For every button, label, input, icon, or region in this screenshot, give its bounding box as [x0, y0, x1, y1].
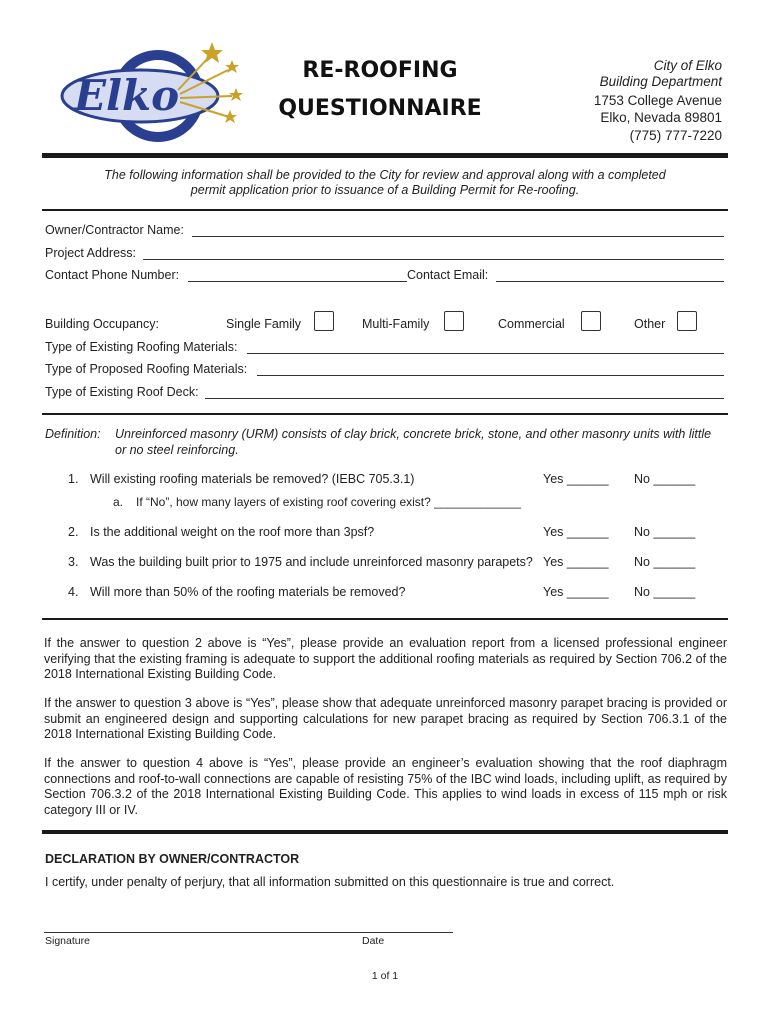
dept-street: 1753 College Avenue — [593, 93, 722, 108]
owner-field[interactable] — [192, 236, 724, 237]
occupancy-multi-family-checkbox[interactable] — [444, 311, 464, 331]
definition-label: Definition: — [45, 427, 101, 441]
owner-label: Owner/Contractor Name: — [45, 223, 184, 237]
dept-city-state: Elko, Nevada 89801 — [600, 110, 722, 125]
question-3-yes[interactable]: Yes ______ — [543, 555, 609, 569]
existing-materials-label: Type of Existing Roofing Materials: — [45, 340, 238, 354]
question-4-text: Will more than 50% of the roofing materials be removed? — [90, 585, 406, 599]
occupancy-single-family-label: Single Family — [226, 317, 302, 331]
question-2-no[interactable]: No ______ — [634, 525, 696, 539]
signature-line[interactable] — [44, 932, 453, 933]
dept-phone: (775) 777-7220 — [629, 128, 722, 143]
city-logo — [60, 38, 250, 146]
occupancy-commercial-checkbox[interactable] — [581, 311, 601, 331]
roof-deck-field[interactable] — [205, 398, 724, 399]
subquestion-a-number: a. — [113, 495, 124, 509]
occupancy-other-label: Other — [634, 317, 666, 331]
phone-label: Contact Phone Number: — [45, 268, 180, 282]
form-title-line1: RE-ROOFING — [302, 58, 458, 83]
address-label: Project Address: — [45, 246, 137, 260]
question-4-no[interactable]: No ______ — [634, 585, 696, 599]
page-number: 1 of 1 — [371, 970, 399, 982]
question-1-text: Will existing roofing materials be removed? (IEBC 705.3.1) — [90, 472, 415, 486]
occupancy-commercial-label: Commercial — [498, 317, 565, 331]
section-divider-3 — [42, 618, 728, 620]
signature-label: Signature — [45, 935, 90, 947]
intro-text: The following information shall be provided to the City for review and approval along with a completed permit application prior to issuance of a Building Permit for Re-roofing. — [104, 168, 666, 197]
occupancy-multi-family-label: Multi-Family — [362, 317, 430, 331]
email-label: Contact Email: — [407, 268, 489, 282]
question-4-number: 4. — [68, 585, 79, 599]
section-divider — [42, 209, 728, 211]
proposed-materials-label: Type of Proposed Roofing Materials: — [45, 362, 248, 376]
question-3-no[interactable]: No ______ — [634, 555, 696, 569]
declaration-heading: DECLARATION BY OWNER/CONTRACTOR — [45, 852, 300, 866]
email-field[interactable] — [496, 281, 724, 282]
subquestion-a-text: If “No”, how many layers of existing roof covering exist? _____________ — [136, 495, 521, 509]
question-3-number: 3. — [68, 555, 79, 569]
header-divider — [42, 153, 728, 158]
date-label: Date — [362, 935, 385, 947]
question-3-text: Was the building built prior to 1975 and include unreinforced masonry parapets? — [90, 555, 533, 569]
section-divider-2 — [42, 413, 728, 415]
paragraph-question-3: If the answer to question 3 above is “Yes”, please show that adequate unreinforced masonry parapet bracing is provided or submit an engineered design and supporting calculations for new parapet bracing as required by Section 706.3.1 of the 2018 International Existing Building Code. — [44, 696, 727, 741]
roof-deck-label: Type of Existing Roof Deck: — [45, 385, 199, 399]
declaration-text: I certify, under penalty of perjury, that all information submitted on this questionnaire is true and correct. — [45, 875, 615, 889]
dept-name: Building Department — [599, 74, 722, 89]
question-1-number: 1. — [68, 472, 79, 486]
occupancy-other-checkbox[interactable] — [677, 311, 697, 331]
paragraph-question-2: If the answer to question 2 above is “Yes”, please provide an evaluation report from a licensed professional engineer verifying that the existing framing is adequate to support the additional roofing materials as required by Section 706.2 of the 2018 International Existing Building Code. — [44, 636, 727, 681]
paragraph-question-4: If the answer to question 4 above is “Yes”, please provide an engineer’s evaluation showing that the roof diaphragm connections and roof-to-wall connections are capable of resisting 75% of the IBC wind loads, including uplift, as required by Section 706.3.2 of the 2018 International Existing Building Code. This applies to wind loads in excess of 115 mph or risk category III or IV. — [44, 756, 727, 817]
dept-city: City of Elko — [653, 58, 722, 73]
definition-text-line1: Unreinforced masonry (URM) consists of clay brick, concrete brick, stone, and other masonry units with little — [115, 427, 712, 441]
definition-text-line2: or no steel reinforcing. — [115, 443, 239, 457]
question-2-number: 2. — [68, 525, 79, 539]
question-4-yes[interactable]: Yes ______ — [543, 585, 609, 599]
question-2-yes[interactable]: Yes ______ — [543, 525, 609, 539]
question-2-text: Is the additional weight on the roof more than 3psf? — [90, 525, 375, 539]
question-1-no[interactable]: No ______ — [634, 472, 696, 486]
address-field[interactable] — [143, 259, 724, 260]
existing-materials-field[interactable] — [247, 353, 724, 354]
proposed-materials-field[interactable] — [257, 375, 724, 376]
phone-field[interactable] — [188, 281, 407, 282]
occupancy-single-family-checkbox[interactable] — [314, 311, 334, 331]
declaration-divider — [42, 830, 728, 834]
occupancy-label: Building Occupancy: — [45, 317, 159, 331]
form-title-line2: QUESTIONNAIRE — [278, 96, 482, 121]
svg-text:Elko: Elko — [74, 71, 180, 120]
question-1-yes[interactable]: Yes ______ — [543, 472, 609, 486]
